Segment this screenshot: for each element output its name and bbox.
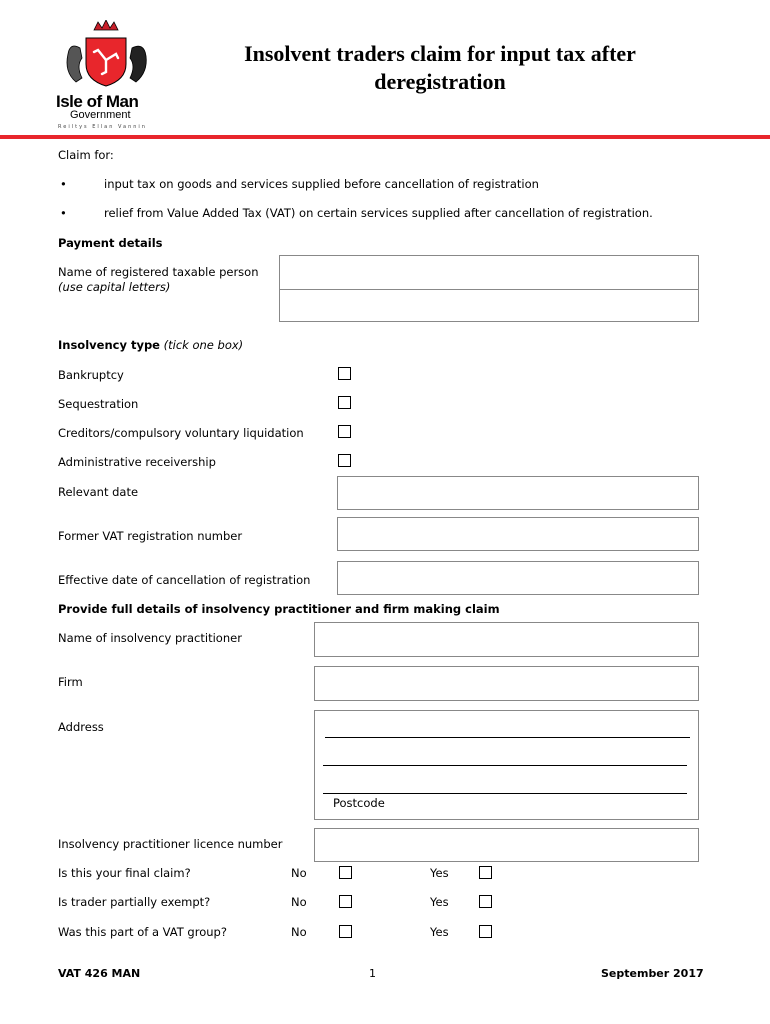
option-liquidation-checkbox[interactable] [338,425,351,438]
vat-group-no-checkbox[interactable] [339,925,352,938]
address-line-3 [323,793,687,794]
relevant-date-field[interactable] [337,476,699,510]
form-date: September 2017 [601,967,704,980]
page-number: 1 [369,967,376,980]
insolvency-heading: Insolvency type [58,338,160,352]
logo-gaelic: Reiltys Ellan Vannin [58,124,147,130]
option-sequestration-label: Sequestration [58,397,139,411]
practitioner-name-field[interactable] [314,622,699,657]
option-bankruptcy-checkbox[interactable] [338,367,351,380]
final-claim-yes-checkbox[interactable] [479,866,492,879]
insolvency-heading-hint: (tick one box) [163,338,244,352]
address-line-1 [325,737,690,738]
address-label: Address [58,720,104,734]
option-receivership-checkbox[interactable] [338,454,351,467]
question-partially-exempt: Is trader partially exempt? [58,895,211,909]
header-divider [0,135,770,139]
bullet-text-2: relief from Value Added Tax (VAT) on certain services supplied after cancellation of registration. [104,206,653,220]
question-vat-group: Was this part of a VAT group? [58,925,227,939]
licence-field[interactable] [314,828,699,862]
former-vat-field[interactable] [337,517,699,551]
vat-group-no-label: No [291,925,307,939]
partially-exempt-yes-checkbox[interactable] [479,895,492,908]
page-title: Insolvent traders claim for input tax after deregistration [244,41,636,94]
licence-label: Insolvency practitioner licence number [58,837,283,851]
taxable-person-label: Name of registered taxable person [58,265,259,279]
vat-group-yes-label: Yes [430,925,449,939]
option-liquidation-label: Creditors/compulsory voluntary liquidation [58,426,304,440]
claim-for-label: Claim for: [58,148,114,162]
postcode-label: Postcode [333,796,385,810]
logo-subtitle: Government [70,109,131,121]
bullet-1: • [60,177,67,191]
option-sequestration-checkbox[interactable] [338,396,351,409]
practitioner-name-label: Name of insolvency practitioner [58,631,242,645]
final-claim-no-label: No [291,866,307,880]
payment-heading: Payment details [58,236,163,250]
taxable-person-hint: (use capital letters) [58,280,171,294]
bullet-2: • [60,206,67,220]
option-receivership-label: Administrative receivership [58,455,216,469]
insolvency-heading-row [58,338,243,352]
relevant-date-label: Relevant date [58,485,139,499]
logo-wordmark: Isle of Man [56,92,139,111]
former-vat-label: Former VAT registration number [58,529,243,543]
taxable-person-field[interactable] [279,255,699,322]
firm-field[interactable] [314,666,699,701]
form-code: VAT 426 MAN [58,967,141,980]
field-divider [280,289,698,290]
vat-group-yes-checkbox[interactable] [479,925,492,938]
practitioner-heading: Provide full details of insolvency practitioner and firm making claim [58,602,500,616]
partially-exempt-yes-label: Yes [430,895,449,909]
partially-exempt-no-label: No [291,895,307,909]
final-claim-yes-label: Yes [430,866,449,880]
question-final-claim: Is this your final claim? [58,866,191,880]
effective-date-field[interactable] [337,561,699,595]
final-claim-no-checkbox[interactable] [339,866,352,879]
address-line-2 [323,765,687,766]
address-field[interactable] [314,710,699,820]
bullet-text-1: input tax on goods and services supplied before cancellation of registration [104,177,539,191]
option-bankruptcy-label: Bankruptcy [58,368,124,382]
partially-exempt-no-checkbox[interactable] [339,895,352,908]
firm-label: Firm [58,675,83,689]
effective-date-label: Effective date of cancellation of registration [58,573,311,587]
